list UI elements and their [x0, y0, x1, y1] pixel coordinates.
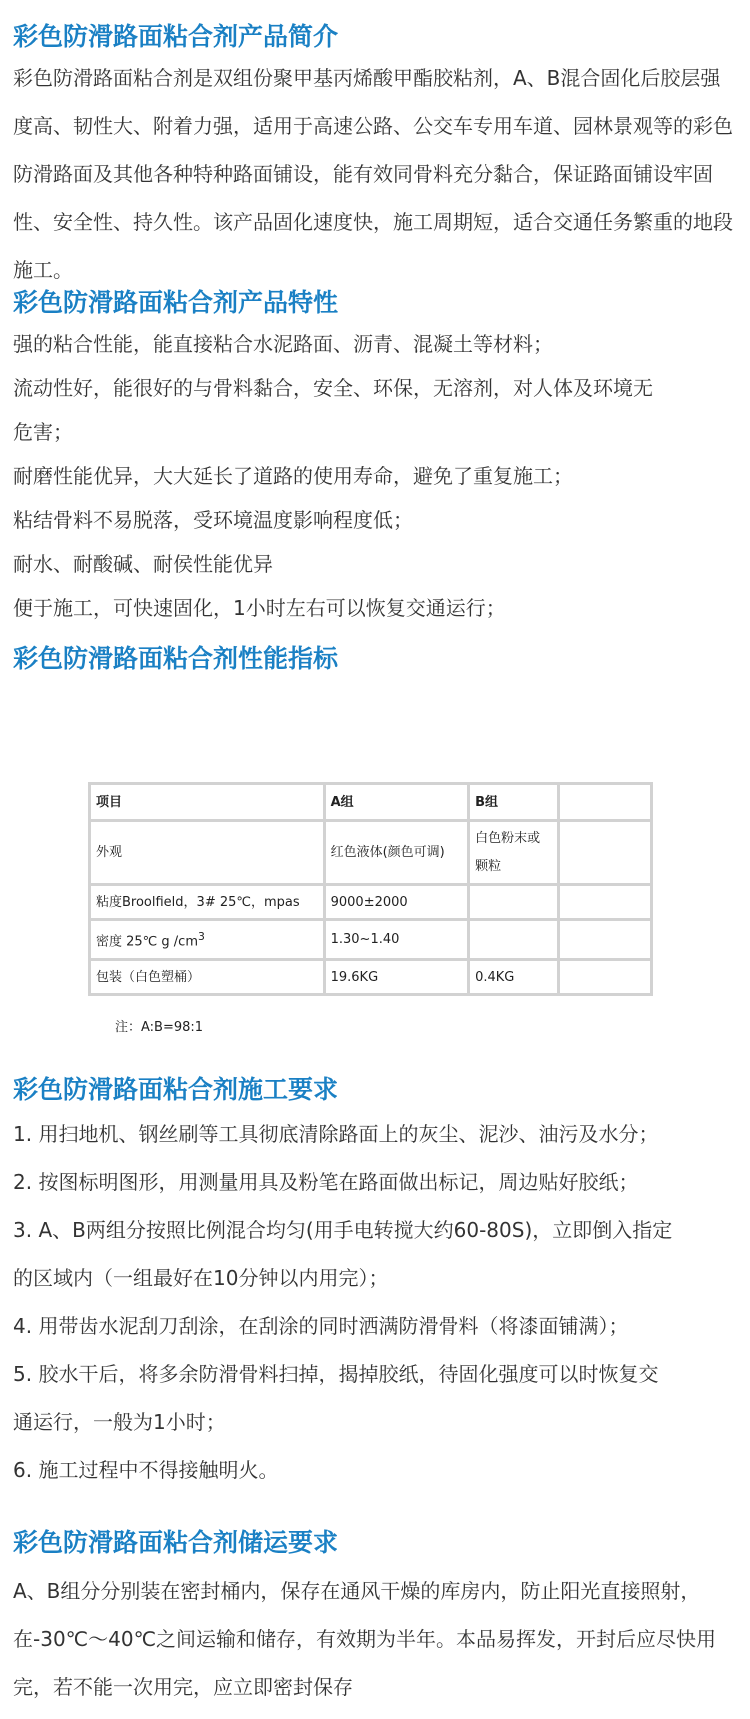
table-cell: 9000±2000 [324, 885, 468, 920]
feature-item: 耐水、耐酸碱、耐侯性能优异 [13, 552, 273, 576]
table-cell: 红色液体(颜色可调) [324, 821, 468, 885]
construction-step: 通运行，一般为1小时； [13, 1410, 226, 1434]
feature-item: 危害； [13, 420, 73, 444]
table-row [90, 960, 652, 995]
spec-table [88, 782, 653, 996]
section-title-storage: 彩色防滑路面粘合剂储运要求 [13, 1528, 339, 1557]
construction-step: 的区域内（一组最好在10分钟以内用完）； [13, 1266, 389, 1290]
table-cell: 包装（白色塑桶） [90, 960, 325, 995]
section-title-intro: 彩色防滑路面粘合剂产品简介 [13, 22, 339, 51]
feature-item: 流动性好，能很好的与骨料黏合，安全、环保，无溶剂，对人体及环境无 [13, 376, 653, 400]
table-cell [469, 885, 559, 920]
table-header-cell: 项目 [90, 784, 325, 821]
feature-item: 粘结骨料不易脱落，受环境温度影响程度低； [13, 508, 413, 532]
storage-paragraph: A、B组分分别装在密封桶内，保存在通风干燥的库房内，防止阳光直接照射，在-30℃～40℃之间运输和储存，有效期为半年。本品易挥发，开封后应尽快用完，若不能一次用完，应立即密封保存 [13, 1579, 717, 1699]
ratio-note: 注：A:B=98:1 [115, 1020, 204, 1035]
table-cell [558, 960, 651, 995]
construction-step: 2. 按图标明图形，用测量用具及粉笔在路面做出标记，周边贴好胶纸； [13, 1170, 639, 1194]
section-title-specs: 彩色防滑路面粘合剂性能指标 [13, 644, 339, 673]
density-label: 密度 25℃ g /cm [96, 934, 198, 950]
table-header-cell: B组 [469, 784, 559, 821]
table-header-row [90, 784, 652, 821]
construction-step: 6. 施工过程中不得接触明火。 [13, 1458, 279, 1482]
table-row [90, 920, 652, 960]
feature-item: 耐磨性能优异，大大延长了道路的使用寿命，避免了重复施工； [13, 464, 573, 488]
feature-item: 便于施工，可快速固化，1小时左右可以恢复交通运行； [13, 596, 506, 620]
table-cell [558, 920, 651, 960]
table-cell [558, 821, 651, 885]
density-superscript: 3 [197, 930, 205, 944]
feature-item: 强的粘合性能，能直接粘合水泥路面、沥青、混凝土等材料； [13, 332, 553, 356]
section-title-features: 彩色防滑路面粘合剂产品特性 [13, 288, 339, 317]
table-cell: 0.4KG [469, 960, 559, 995]
table-header-cell: A组 [324, 784, 468, 821]
table-cell [558, 885, 651, 920]
table-row [90, 885, 652, 920]
table-row [90, 821, 652, 885]
table-cell: 1.30~1.40 [324, 920, 468, 960]
table-cell: 白色粉末或颗粒 [469, 821, 559, 885]
table-cell: 19.6KG [324, 960, 468, 995]
table-header-cell [558, 784, 651, 821]
table-cell: 外观 [90, 821, 325, 885]
table-cell [90, 920, 325, 960]
construction-step: 5. 胶水干后，将多余防滑骨料扫掉，揭掉胶纸，待固化强度可以时恢复交 [13, 1362, 659, 1386]
section-title-construction: 彩色防滑路面粘合剂施工要求 [13, 1075, 339, 1104]
intro-paragraph: 彩色防滑路面粘合剂是双组份聚甲基丙烯酸甲酯胶粘剂，A、B混合固化后胶层强度高、韧性大、附着力强，适用于高速公路、公交车专用车道、园林景观等的彩色防滑路面及其他各种特种路面铺设，能有效同骨料充分黏合，保证路面铺设牢固性、安全性、持久性。该产品固化速度快，施工周期短，适合交通任务繁重的地段施工。 [13, 66, 733, 282]
construction-step: 4. 用带齿水泥刮刀刮涂，在刮涂的同时洒满防滑骨料（将漆面铺满）； [13, 1314, 629, 1338]
construction-step: 1. 用扫地机、钢丝刷等工具彻底清除路面上的灰尘、泥沙、油污及水分； [13, 1122, 659, 1146]
table-cell [469, 920, 559, 960]
table-cell: 粘度Broolfield，3# 25℃，mpas [90, 885, 325, 920]
construction-step: 3. A、B两组分按照比例混合均匀(用手电转搅大约60-80S)，立即倒入指定 [13, 1218, 673, 1242]
